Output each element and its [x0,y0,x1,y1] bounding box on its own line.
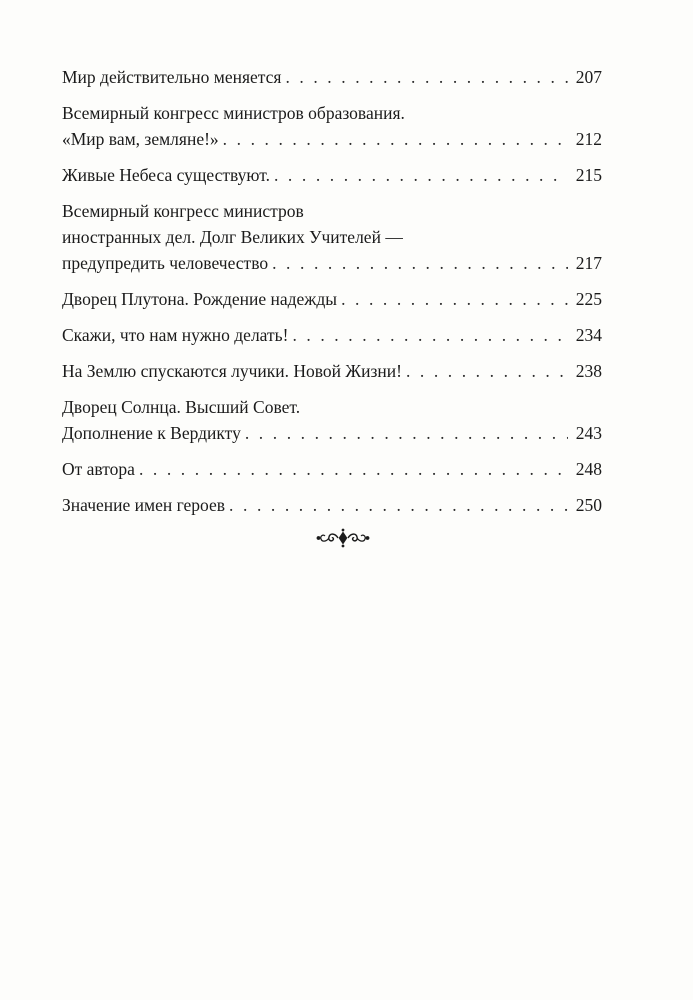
toc-entry-page: 217 [575,253,602,273]
table-of-contents [62,64,602,528]
toc-entry-title: Значение имен героев [62,495,226,515]
toc-entry-title: От автора [62,459,135,479]
toc-entry[interactable] [62,322,602,348]
dot-leader [223,126,568,152]
toc-entry-page: 234 [575,325,602,345]
toc-entry[interactable] [62,456,602,482]
toc-entry-page: 225 [575,289,602,309]
dot-leader [341,286,568,312]
toc-entry[interactable] [62,394,602,446]
dot-leader [406,358,568,384]
toc-entry-page: 243 [575,423,602,443]
toc-entry-title: На Землю спускаются лучики. Новой Жизни! [62,361,402,381]
toc-entry-page: 212 [575,129,602,149]
dot-leader [139,456,568,482]
toc-entry-title: Скажи, что нам нужно делать! [62,325,289,345]
dot-leader [229,492,568,518]
toc-entry-page: 207 [575,67,602,87]
toc-entry-page: 248 [575,459,602,479]
dot-leader [272,250,568,276]
toc-entry-page: 238 [575,361,602,381]
floral-ornament-icon [316,528,370,548]
dot-leader [292,322,568,348]
toc-entry[interactable] [62,358,602,384]
toc-entry-title: Мир действительно меняется [62,67,282,87]
toc-entry-title: Всемирный конгресс министров образования. [62,103,405,123]
toc-entry[interactable] [62,64,602,90]
toc-entry-title: Дворец Солнца. Высший Совет. [62,397,301,417]
toc-entry-title: иностранных дел. Долг Великих Учителей — [62,227,403,247]
toc-entry[interactable] [62,492,602,518]
toc-entry-title: Дворец Плутона. Рождение надежды [62,289,338,309]
toc-entry-page: 250 [575,495,602,515]
toc-entry-title: «Мир вам, земляне!» [62,129,219,149]
toc-entry[interactable] [62,286,602,312]
toc-entry-page: 215 [575,165,602,185]
dot-leader [274,162,568,188]
toc-entry-title: Живые Небеса существуют. [62,165,270,185]
toc-entry[interactable] [62,162,602,188]
toc-entry-title: Всемирный конгресс министров [62,201,304,221]
toc-entry[interactable] [62,100,602,152]
toc-entry-title: предупредить человечество [62,253,269,273]
toc-entry-title: Дополнение к Вердикту [62,423,241,443]
dot-leader [245,420,568,446]
dot-leader [285,64,568,90]
toc-entry[interactable] [62,198,602,276]
